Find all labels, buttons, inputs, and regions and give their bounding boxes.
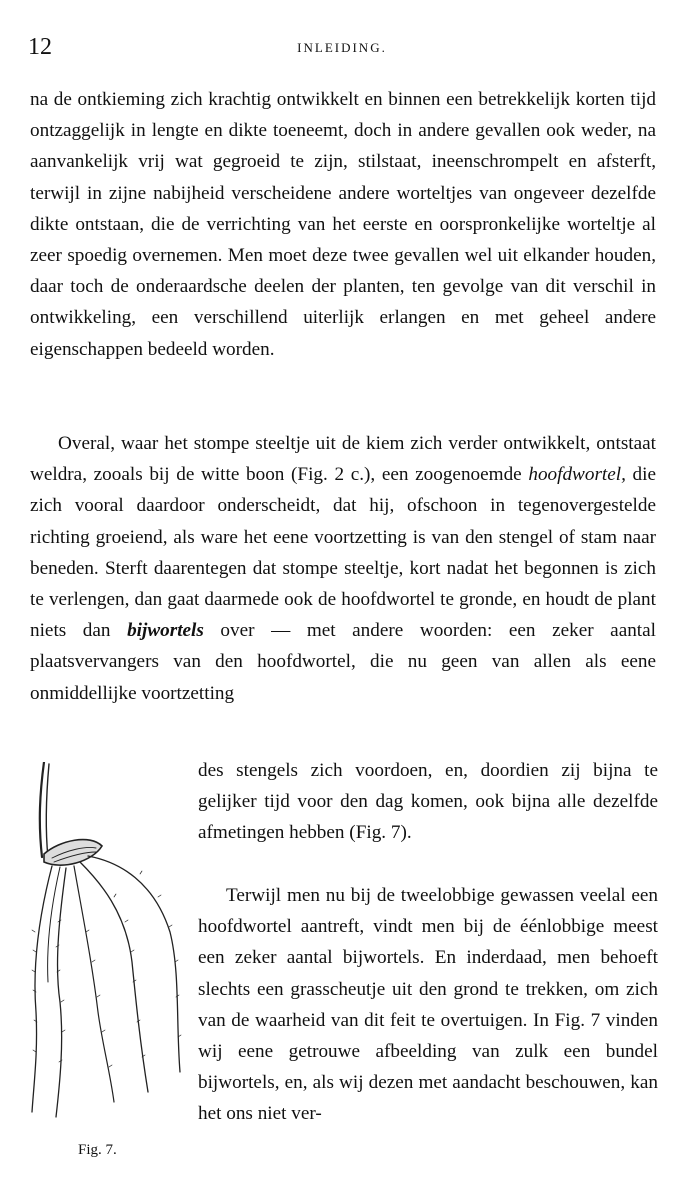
figure-7 [30, 762, 192, 1122]
paragraph-1: na de ontkieming zich krachtig ontwikkelt en binnen een betrekkelijk korten tijd ontzaggelijk in lengte en dikte toeneemt, doch in andere gevallen ook weder, na aanvankelijk vrij wat gegroeid te zijn, stilstaat, ineenschrompelt en afsterft, terwijl in zijne nabijheid verscheidene andere worteltjes van ongeveer dezelfde dikte ontstaan, die de verrichting van het eerste en oorspronkelijke worteltje al zeer spoedig overnemen. Men moet deze twee gevallen wel uit elkander houden, daar toch de onderaardsche deelen der planten, ten gevolge van dit verschil in ontwikkeling, een verschillend uiterlijk erlangen en met geheel andere eigenschappen bedeeld worden. [30, 89, 656, 360]
term-hoofdwortel: hoofdwortel, [528, 464, 626, 486]
paragraph-2 [30, 428, 656, 709]
paragraph-2-part-2: die zich vooral daardoor onderscheidt, dat hij, ofschoon in tegenovergestelde richting groeiend, als ware het eene voortzetting is van den stengel of stam naar beneden. Sterft daarentegen dat stompe steeltje, kort nadat het begonnen is zich te verlengen, dan gaat daarmede ook de hoofdwortel te gronde, en houdt de plant niets dan [30, 464, 656, 642]
paragraph-2-part-3: over — met andere woorden: een zeker aantal plaatsvervangers van den hoofdwortel, die nu geen van allen als eene onmiddellijke voortzetting [30, 620, 656, 704]
figure-caption: Fig. 7. [78, 1142, 117, 1158]
running-header [28, 34, 656, 60]
paragraph-2-part-1: Overal, waar het stompe steeltje uit de kiem zich verder ontwikkelt, ontstaat weldra, zooals bij de witte boon (Fig. 2 c.), een zoogenoemde [30, 433, 656, 486]
paragraph-2-continued: des stengels zich voordoen, en, doordien zij bijna te gelijker tijd voor den dag komen, ook bijna alle dezelfde afmetingen hebben (Fig. 7). [198, 760, 658, 844]
paragraph-3: Terwijl men nu bij de tweelobbige gewassen veelal een hoofdwortel aantreft, vindt men bij de éénlobbige meest een zeker aantal bijwortels. En inderdaad, men behoeft slechts een grasscheutje uit den grond te trekken, om zich van de waarheid van dit feit te overtuigen. In Fig. 7 vinden wij eene getrouwe afbeelding van zulk een bundel bijwortels, en, als wij dezen met aandacht beschouwen, kan het ons niet ver- [198, 885, 658, 1125]
grass-seedling-roots-icon [30, 762, 192, 1122]
page-number: 12 [28, 34, 52, 60]
running-title: INLEIDING. [297, 40, 387, 55]
term-bijwortels: bijwortels [127, 620, 204, 642]
